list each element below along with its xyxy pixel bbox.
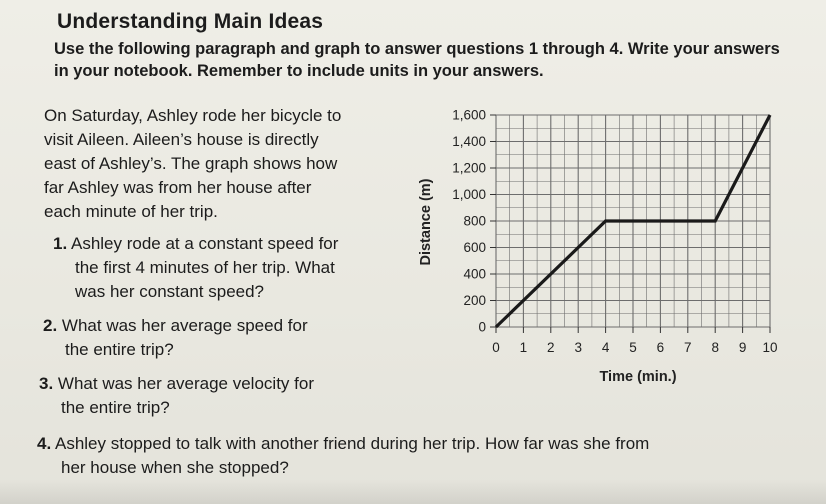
y-tick-label: 0	[478, 319, 486, 335]
question-number: 2.	[43, 316, 58, 335]
question-text: What was her average speed for	[61, 316, 308, 335]
question-1	[53, 232, 388, 304]
question-2	[43, 314, 373, 362]
x-axis-ticks	[492, 327, 777, 355]
x-tick-label: 8	[711, 340, 719, 355]
paragraph-line: east of Ashley’s. The graph shows how	[44, 154, 338, 173]
y-tick-label: 800	[463, 213, 486, 229]
x-tick-label: 5	[629, 340, 637, 355]
x-tick-label: 4	[601, 340, 610, 355]
distance-time-chart	[400, 100, 800, 400]
x-axis-label: Time (min.)	[599, 369, 677, 385]
question-number: 4.	[37, 434, 52, 453]
paragraph-line: each minute of her trip.	[44, 202, 218, 221]
x-tick-label: 9	[738, 340, 747, 355]
y-axis-label: Distance (m)	[418, 178, 434, 266]
section-heading: Understanding Main Ideas	[57, 10, 324, 33]
question-number: 1.	[53, 234, 68, 253]
x-tick-label: 1	[519, 340, 528, 355]
paragraph-line: On Saturday, Ashley rode her bicycle to	[44, 106, 342, 125]
question-text: her house when she stopped?	[61, 458, 289, 477]
paragraph-line: far Ashley was from her house after	[44, 178, 312, 197]
page-shadow	[0, 480, 826, 504]
y-tick-label: 200	[463, 293, 486, 308]
y-axis-ticks	[452, 108, 496, 335]
question-3	[39, 372, 379, 420]
y-tick-label: 600	[463, 240, 486, 255]
x-tick-label: 0	[492, 340, 500, 355]
y-tick-label: 400	[463, 266, 486, 282]
question-text: What was her average velocity for	[57, 374, 314, 393]
question-text: the first 4 minutes of her trip. What	[75, 258, 335, 277]
x-tick-label: 6	[656, 340, 665, 355]
question-text: Ashley rode at a constant speed for	[70, 234, 339, 253]
y-tick-label: 1,200	[452, 160, 486, 176]
x-tick-label: 2	[547, 340, 555, 355]
instructions-text: Use the following paragraph and graph to answer questions 1 through 4. Write your answers in your notebook. Remember to include units in your answers.	[54, 40, 780, 80]
question-text: the entire trip?	[61, 398, 170, 417]
x-tick-label: 10	[762, 340, 778, 355]
question-text: was her constant speed?	[75, 282, 265, 301]
x-tick-label: 7	[684, 340, 692, 355]
y-tick-label: 1,600	[452, 107, 486, 123]
question-text: the entire trip?	[65, 340, 174, 359]
story-paragraph	[44, 104, 389, 224]
question-number: 3.	[39, 374, 54, 393]
y-tick-label: 1,000	[452, 187, 486, 202]
question-4	[37, 432, 797, 480]
y-tick-label: 1,400	[452, 134, 486, 149]
question-text: Ashley stopped to talk with another friend during her trip. How far was she from	[54, 434, 650, 453]
paragraph-line: visit Aileen. Aileen’s house is directly	[44, 130, 319, 149]
x-tick-label: 3	[574, 340, 582, 355]
